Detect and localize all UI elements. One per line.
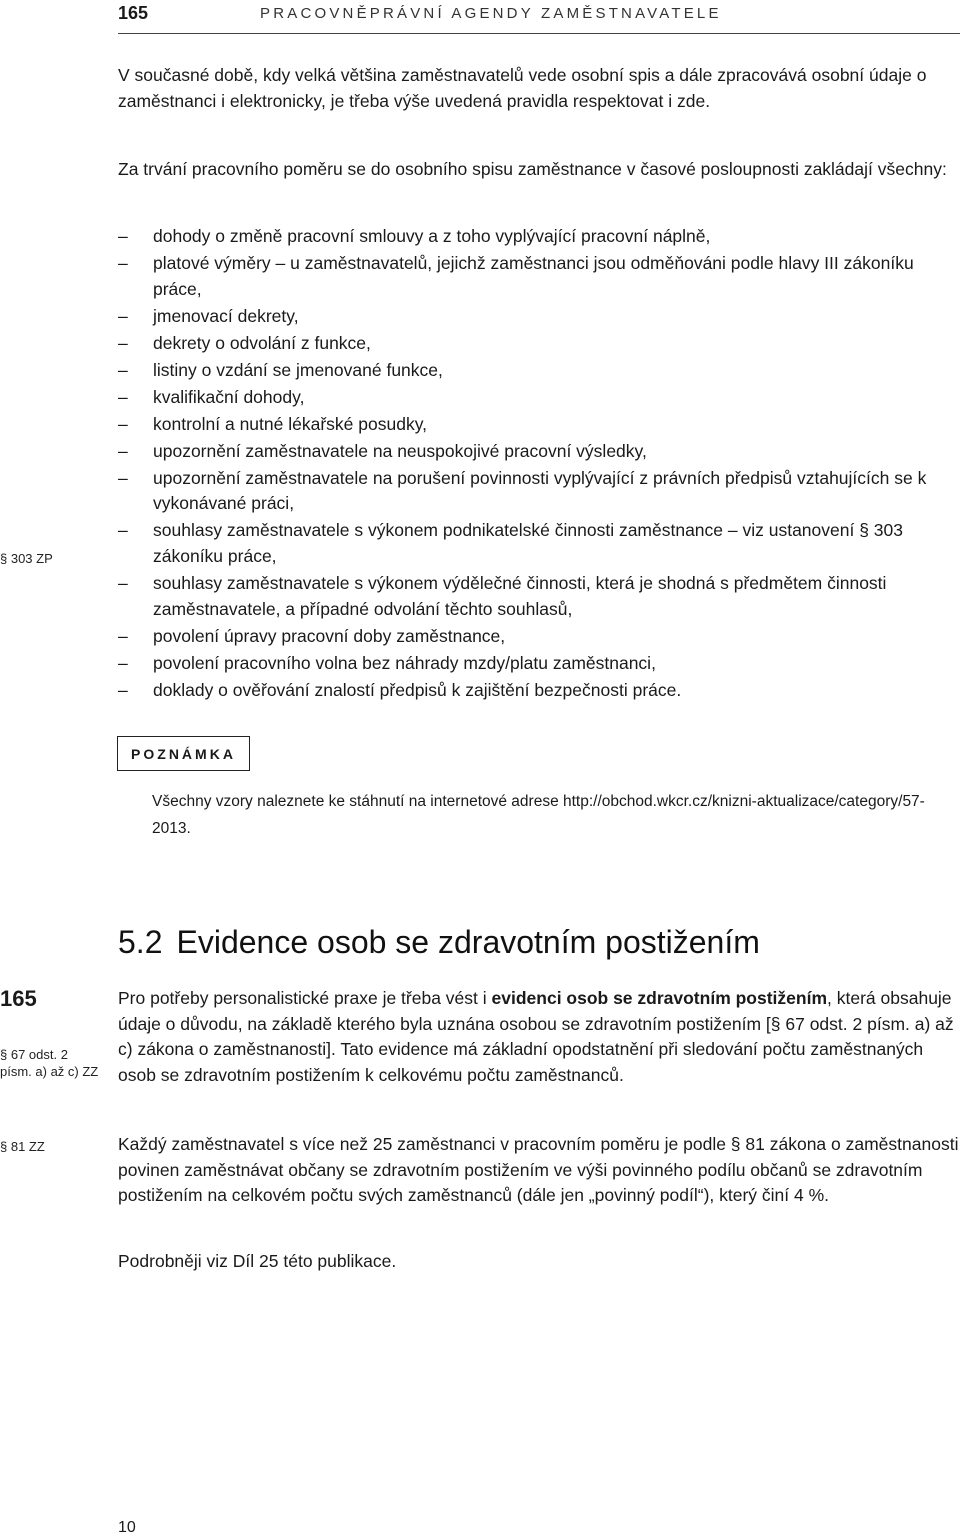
list-item-text: listiny o vzdání se jmenované funkce, <box>153 359 443 380</box>
dash-bullet: – <box>118 440 128 461</box>
footer-page-number: 10 <box>118 1519 136 1536</box>
dash-bullet: – <box>118 626 128 647</box>
paragraph-electronic-records: V současné době, kdy velká většina zaměstnavatelů vede osobní spis a dále zpracovává osobní údaje o zaměstnanci i elektronicky, je třeba výše uvedená pravidla respektovat i zde. <box>118 65 927 111</box>
list-item-text: upozornění zaměstnavatele na porušení povinnosti vyplývající z právních předpisů vztahujících se k vykonávané práci, <box>153 467 927 514</box>
dash-bullet: – <box>118 467 128 488</box>
p3-text-before: Pro potřeby personalistické praxe je třeba vést i <box>118 988 492 1008</box>
list-item <box>118 358 960 384</box>
list-item <box>118 385 960 411</box>
dash-bullet: – <box>118 359 128 380</box>
header-divider <box>118 33 960 34</box>
list-item <box>118 678 960 704</box>
list-item <box>118 412 960 438</box>
section-heading <box>118 922 760 962</box>
paragraph-evidence-purpose <box>118 986 960 1088</box>
paragraph-file-contents-intro: Za trvání pracovního poměru se do osobního spisu zaměstnance v časové posloupnosti zakládají všechny: <box>118 159 947 179</box>
paragraph-see-more: Podrobněji viz Díl 25 této publikace. <box>118 1251 397 1271</box>
dash-bullet: – <box>118 413 128 434</box>
margin-paragraph-number: 165 <box>0 986 37 1011</box>
list-item-text: kontrolní a nutné lékařské posudky, <box>153 413 428 434</box>
list-item <box>118 651 960 677</box>
dash-bullet: – <box>118 386 128 407</box>
header-page-number: 165 <box>118 3 149 23</box>
list-item-text: jmenovací dekrety, <box>153 305 299 326</box>
list-item-text: povolení úpravy pracovní doby zaměstnance, <box>153 626 506 647</box>
dash-bullet: – <box>118 573 128 594</box>
dash-bullet: – <box>118 520 128 541</box>
list-item <box>118 439 960 465</box>
note-label-box: POZNÁMKA <box>117 736 250 771</box>
dash-bullet: – <box>118 226 128 246</box>
section-number: 5.2 <box>118 924 163 960</box>
list-item <box>118 518 960 570</box>
margin-note-67-line2: písm. a) až c) ZZ <box>0 1064 99 1079</box>
list-item-text: dohody o změně pracovní smlouvy a z toho vyplývající pracovní náplně, <box>153 226 711 246</box>
p3-bold-term: evidenci osob se zdravotním postižením <box>491 988 828 1008</box>
margin-note-81-zz: § 81 ZZ <box>0 1139 45 1154</box>
margin-note-67-line1: § 67 odst. 2 <box>0 1047 68 1062</box>
list-item <box>118 304 960 330</box>
list-item-text: dekrety o odvolání z funkce, <box>153 332 371 353</box>
list-item-text: doklady o ověřování znalostí předpisů k zajištění bezpečnosti práce. <box>153 679 682 700</box>
list-item <box>118 331 960 357</box>
margin-note-303-zp: § 303 ZP <box>0 551 53 566</box>
dash-bullet: – <box>118 332 128 353</box>
list-item-text: souhlasy zaměstnavatele s výkonem výdělečné činnosti, která je shodná s předmětem činnosti zaměstnavatele, a případné odvolání těchto souhlasů, <box>153 573 887 620</box>
personnel-file-documents-list <box>118 224 960 705</box>
dash-bullet: – <box>118 653 128 673</box>
p3-text-after: , která obsahuje údaje o důvodu, na základě kterého byla uznána osobou se zdravotním postižením [§ 67 odst. 2 písm. a) až c) zákona o zaměstnanosti]. Tato evidence má základní opodstatnění při sledování počtu zaměstnaných osob se zdravotním postižením k celkovému počtu zaměstnanců. <box>118 988 954 1085</box>
list-item <box>118 624 960 650</box>
note-text: Všechny vzory naleznete ke stáhnutí na internetové adrese http://obchod.wkcr.cz/knizni-aktualizace/category/57-2013. <box>152 793 925 837</box>
running-header-title: PRACOVNĚPRÁVNÍ AGENDY ZAMĚSTNAVATELE <box>260 5 722 22</box>
list-item-text: kvalifikační dohody, <box>153 386 305 407</box>
margin-note-67-zz <box>0 1046 98 1080</box>
dash-bullet: – <box>118 252 128 273</box>
section-title-text: Evidence osob se zdravotním postižením <box>176 924 760 960</box>
list-item <box>118 466 960 518</box>
dash-bullet: – <box>118 679 128 700</box>
dash-bullet: – <box>118 305 128 326</box>
list-item-text: souhlasy zaměstnavatele s výkonem podnikatelské činnosti zaměstnance – viz ustanovení § 303 zákoníku práce, <box>153 520 904 567</box>
list-item-text: povolení pracovního volna bez náhrady mzdy/platu zaměstnanci, <box>153 653 656 673</box>
list-item <box>118 251 960 303</box>
list-item-text: upozornění zaměstnavatele na neuspokojivé pracovní výsledky, <box>153 440 647 461</box>
list-item-text: platové výměry – u zaměstnavatelů, jejichž zaměstnanci jsou odměňováni podle hlavy III zákoníku práce, <box>153 252 914 299</box>
list-item <box>118 571 960 623</box>
paragraph-mandatory-share: Každý zaměstnavatel s více než 25 zaměstnanci v pracovním poměru je podle § 81 zákona o zaměstnanosti povinen zaměstnávat občany se zdravotním postižením ve výši povinného podílu občanů se zdravotním postižením na celkovém počtu svých zaměstnanců (dále jen „povinný podíl“), který činí 4 %. <box>118 1134 959 1205</box>
list-item <box>118 224 960 250</box>
